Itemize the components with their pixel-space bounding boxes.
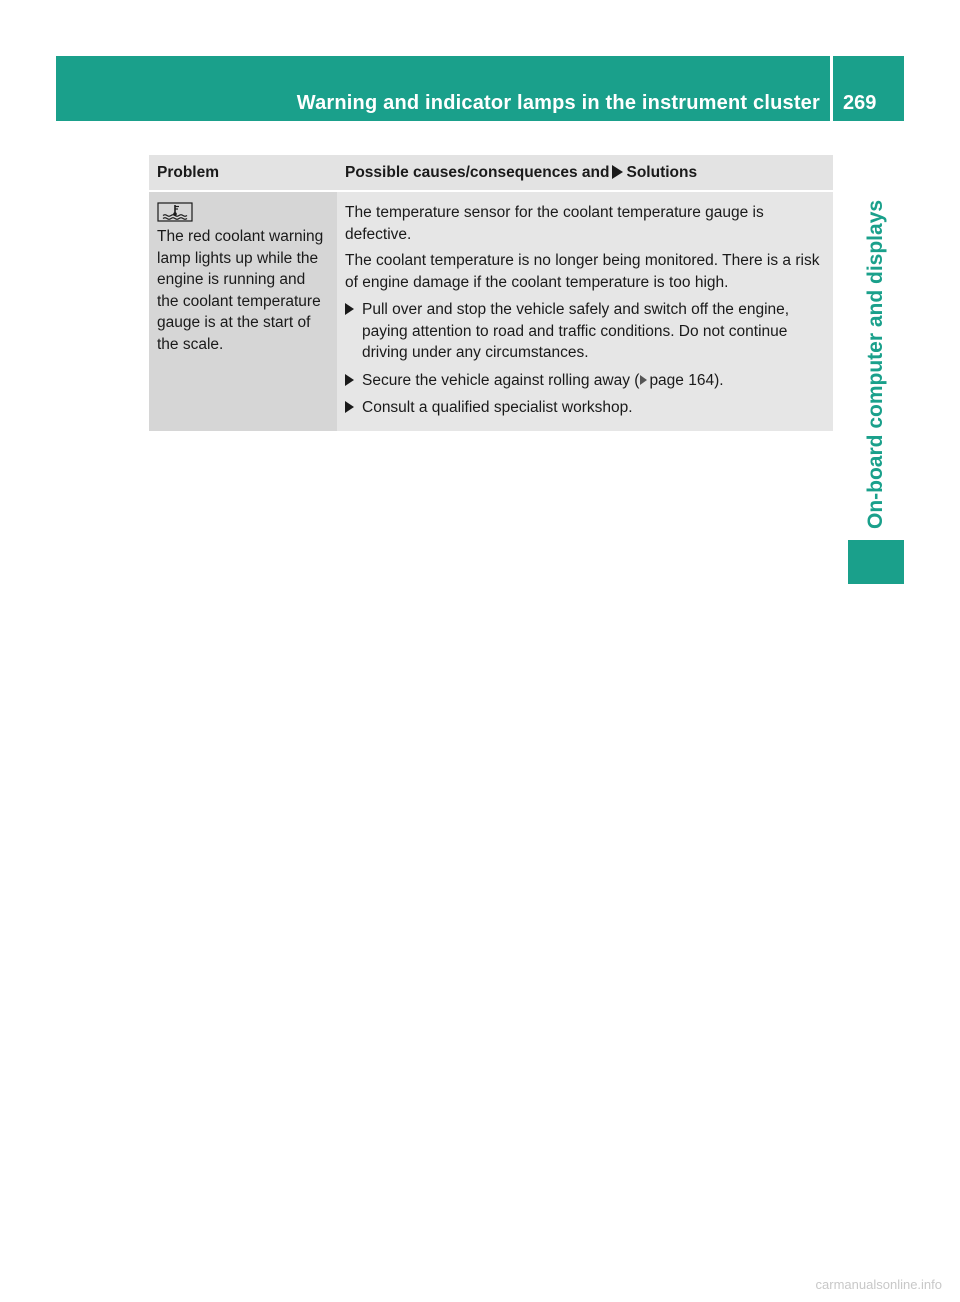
problem-text: The red coolant warning lamp lights up while the engine is running and the coolant temperature gauge is at the start of the scale. [157, 228, 324, 353]
consequence-paragraph: The coolant temperature is no longer being monitored. There is a risk of engine damage if the coolant temperature is too high. [345, 252, 820, 291]
solutions-cell [337, 191, 833, 431]
side-tab [848, 121, 904, 531]
step-arrow-icon [345, 370, 354, 392]
header-solutions [337, 155, 833, 191]
page-reference-icon [640, 375, 647, 385]
page-number-box [833, 56, 904, 121]
list-item [345, 397, 825, 419]
header-problem: Problem [149, 155, 337, 191]
step-arrow-icon [345, 299, 354, 321]
page-reference-link[interactable]: page 164 [649, 371, 715, 389]
side-tab-marker [848, 540, 904, 584]
step-text: Consult a qualified specialist workshop. [362, 399, 633, 416]
problem-cell [149, 191, 337, 431]
header-solutions-prefix: Possible causes/consequences and [345, 163, 610, 181]
step-text-after: ). [714, 371, 724, 389]
table-header-row [149, 155, 833, 191]
table-row [149, 191, 833, 431]
coolant-temperature-icon [157, 202, 193, 222]
list-item [345, 370, 825, 392]
list-item [345, 299, 825, 364]
header-solutions-suffix: Solutions [626, 163, 698, 181]
side-tab-label: On-board computer and displays [864, 199, 887, 529]
step-arrow-icon [345, 397, 354, 419]
header-bar [56, 56, 830, 121]
cause-paragraph: The temperature sensor for the coolant temperature gauge is defective. [345, 204, 764, 243]
footer-watermark: carmanualsonline.info [815, 1277, 942, 1292]
warning-lamp-table [149, 155, 833, 431]
page-number: 269 [843, 92, 877, 114]
step-text-before: Secure the vehicle against rolling away ( [362, 371, 640, 389]
page-header-title: Warning and indicator lamps in the instrument cluster [296, 92, 820, 114]
action-arrow-icon [612, 165, 623, 179]
step-text: Pull over and stop the vehicle safely and switch off the engine, paying attention to road and traffic conditions. Do not continue driving under any circumstances. [362, 301, 790, 361]
